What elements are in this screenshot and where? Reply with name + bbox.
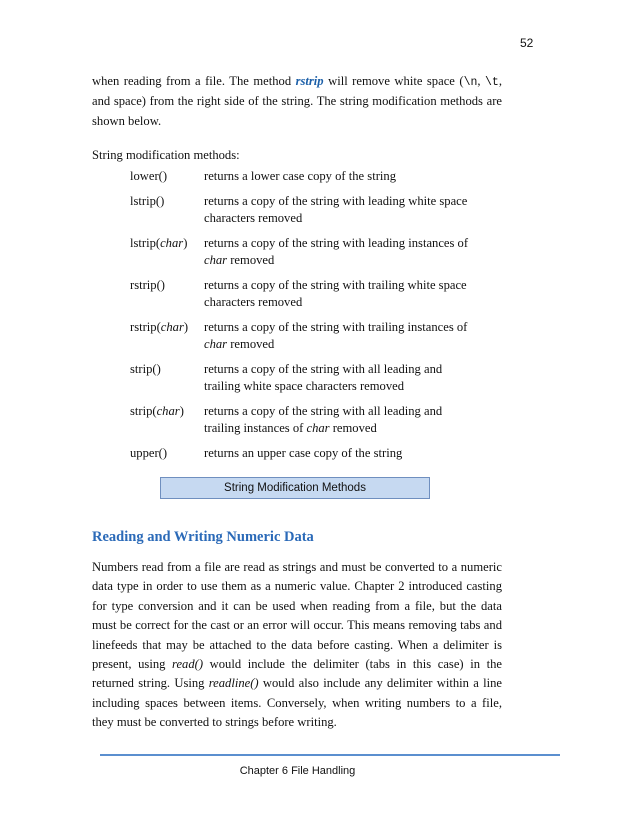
readline-method-ref: readline() [208, 676, 259, 691]
method-name-suffix: ) [183, 235, 188, 250]
method-name: upper() [130, 445, 168, 460]
tab-escape: \t [485, 76, 499, 89]
desc-prefix: returns a copy of the string with all leading and trailing instances of [204, 403, 443, 435]
method-row-strip-char [130, 403, 470, 438]
method-name [130, 403, 204, 438]
desc-suffix: removed [227, 337, 275, 351]
body-text-2: would include the delimiter (tabs in this case) in the returned string. Using [92, 657, 502, 691]
body-text-1: Numbers read from a file are read as strings and must be converted to a numeric data type in order to use them as a numeric value. Chapter 2 introduced casting for type conversion and it can be used when reading from a file, but the data must be correct for the cast or an error will occur. This means removing tabs and linefeeds that may be attached to the data before casting. When a delimiter is present, using [92, 560, 502, 672]
body-paragraph [92, 558, 502, 733]
method-name: rstrip() [130, 277, 165, 292]
method-row-lower [130, 168, 470, 186]
desc-arg: char [306, 421, 330, 435]
desc-prefix: returns a copy of the string with leading instances of [204, 235, 469, 250]
section-heading: Reading and Writing Numeric Data [92, 529, 314, 545]
method-row-upper [130, 445, 470, 463]
footer-divider [100, 754, 560, 756]
intro-text-1: when reading from a file. The method [92, 74, 296, 88]
method-name [130, 235, 204, 270]
page-number: 52 [520, 36, 534, 50]
method-name: lstrip() [130, 193, 165, 208]
method-description: returns a lower case copy of the string [204, 169, 396, 183]
newline-escape: \n [463, 76, 478, 89]
rstrip-method-name: rstrip [295, 74, 324, 88]
chapter-footer: Chapter 6 File Handling [239, 765, 356, 777]
intro-text-3: , and space) from the right side of the string. The string modification methods are shown below. [92, 74, 502, 128]
method-description: returns a copy of the string with trailing white space characters removed [204, 277, 467, 309]
intro-text-2: will remove white space ( [323, 74, 464, 88]
method-name: strip() [130, 361, 161, 376]
method-row-rstrip [130, 277, 470, 312]
method-description: returns a copy of the string with leading white space characters removed [204, 193, 468, 225]
desc-suffix: removed [329, 421, 377, 435]
method-row-rstrip-char [130, 319, 470, 354]
intro-paragraph [92, 72, 502, 131]
method-arg: char [156, 403, 180, 418]
intro-separator: , [477, 74, 486, 88]
method-name-prefix: strip( [130, 403, 157, 418]
methods-list [130, 168, 470, 469]
methods-list-title: String modification methods: [92, 148, 240, 162]
method-description: returns a copy of the string with all leading and trailing white space characters removed [204, 361, 443, 393]
method-name-suffix: ) [179, 403, 184, 418]
desc-arg: char [204, 337, 228, 351]
desc-arg: char [204, 253, 228, 267]
method-name [130, 319, 204, 354]
method-description [204, 403, 470, 438]
method-row-lstrip [130, 193, 470, 228]
method-arg: char [160, 319, 184, 334]
figure-caption: String Modification Methods [160, 477, 430, 499]
read-method-ref: read() [172, 657, 204, 672]
desc-prefix: returns a copy of the string with trailing instances of [204, 319, 468, 334]
method-arg: char [160, 235, 184, 250]
desc-suffix: removed [227, 253, 275, 267]
method-description [204, 235, 470, 270]
body-text-3: would also include any delimiter within a line including spaces between items. Conversely, when writing numbers to a file, they must be converted to strings before writing. [92, 676, 502, 730]
method-name-prefix: lstrip( [130, 235, 161, 250]
method-name: lower() [130, 169, 168, 183]
method-description: returns an upper case copy of the string [204, 445, 403, 460]
method-row-strip [130, 361, 470, 396]
method-name-prefix: rstrip( [130, 319, 161, 334]
method-name-suffix: ) [183, 319, 189, 334]
method-description [204, 319, 470, 354]
method-row-lstrip-char [130, 235, 470, 270]
